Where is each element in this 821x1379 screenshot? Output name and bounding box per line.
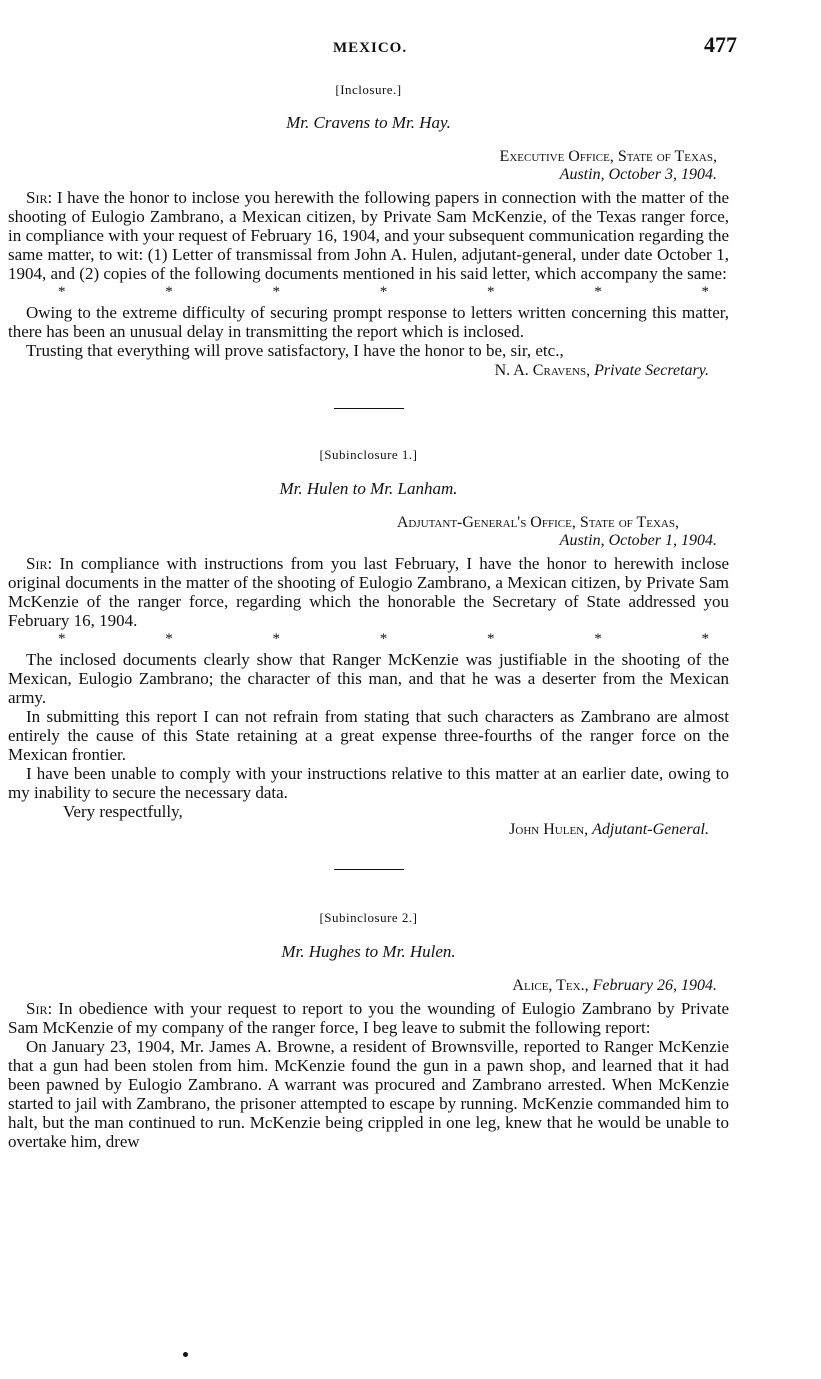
- subenclosure1-date: Austin, October 1, 1904.: [559, 532, 717, 549]
- subenclosure2-dateline: Alice, Tex., February 26, 1904.: [512, 977, 717, 994]
- enclosure-signature: N. A. Cravens, Private Secretary.: [494, 362, 709, 379]
- subenclosure1-label: [Subinclosure 1.]: [319, 447, 418, 462]
- subenclosure1-office: Adjutant-General's Office, State of Texas,: [396, 514, 679, 531]
- running-title: MEXICO.: [333, 40, 408, 56]
- subenclosure1-paragraph: The inclosed documents clearly show that Ranger McKenzie was justifiable in the shooting of the Mexican, Eulogio Zambrano; the character of this man, and that he was a deserter from the Mexican army.: [8, 650, 729, 707]
- subenclosure2-paragraph: Sir: In obedience with your request to report to you the wounding of Eulogio Zambrano by Private Sam McKenzie of my company of the ranger force, I beg leave to submit the following report:: [8, 999, 729, 1037]
- subenclosure1-closing: Very respectfully,: [63, 802, 183, 821]
- subenclosure1-paragraph: In submitting this report I can not refrain from stating that such characters as Zambrano are almost entirely the cause of this State retaining at a great expense three-fourths of the ranger force on the Mexican frontier.: [8, 707, 729, 764]
- subenclosure1-title: Mr. Hulen to Mr. Lanham.: [279, 479, 458, 498]
- subenclosure2-label: [Subinclosure 2.]: [319, 910, 418, 925]
- enclosure-office: Executive Office, State of Texas,: [499, 148, 717, 165]
- enclosure-paragraph: Sir: I have the honor to inclose you herewith the following papers in connection with the matter of the shooting of Eulogio Zambrano, a Mexican citizen, by Private Sam McKenzie, of the Texas ranger force, in compliance with your request of February 16, 1904, and your subsequent communication regarding the same matter, to wit: (1) Letter of transmissal from John A. Hulen, adjutant-general, under date October 1, 1904, and (2) copies of the following documents mentioned in his said letter, which accompany the same:: [8, 188, 729, 283]
- stray-ink-dot: [183, 1352, 188, 1357]
- section-divider: [334, 408, 404, 409]
- salutation: Sir:: [26, 188, 53, 207]
- enclosure-title: Mr. Cravens to Mr. Hay.: [286, 113, 451, 132]
- page-header: [8, 30, 737, 60]
- enclosure-paragraph: Owing to the extreme difficulty of securing prompt response to letters written concerning this matter, there has been an unusual delay in transmitting the report which is inclosed.: [8, 303, 729, 341]
- subenclosure1-signature: John Hulen, Adjutant-General.: [509, 821, 709, 838]
- subenclosure1-paragraph: Sir: In compliance with instructions from you last February, I have the honor to herewith inclose original documents in the matter of the shooting of Eulogio Zambrano, a Mexican citizen, by Private Sam McKenzie of the ranger force, regarding which the honorable the Secretary of State addressed you February 16, 1904.: [8, 554, 729, 630]
- ellipsis-stars: * * * * * * *: [58, 631, 709, 647]
- subenclosure2-title: Mr. Hughes to Mr. Hulen.: [281, 942, 456, 961]
- subenclosure1-paragraph: I have been unable to comply with your instructions relative to this matter at an earlier date, owing to my inability to secure the necessary data.: [8, 764, 729, 802]
- enclosure-label: [Inclosure.]: [335, 82, 402, 97]
- enclosure-paragraph: Trusting that everything will prove satisfactory, I have the honor to be, sir, etc.,: [26, 341, 564, 360]
- document-page: [8, 30, 737, 1151]
- section-divider: [334, 869, 404, 870]
- page-number: 477: [704, 32, 737, 57]
- enclosure-date: Austin, October 3, 1904.: [559, 166, 717, 183]
- ellipsis-stars: * * * * * * *: [58, 284, 709, 300]
- subenclosure2-paragraph: On January 23, 1904, Mr. James A. Browne, a resident of Brownsville, reported to Ranger McKenzie that a gun had been stolen from him. McKenzie found the gun in a pawn shop, and learned that it had been pawned by Eulogio Zambrano. A warrant was procured and Zambrano arrested. When McKenzie started to jail with Zambrano, the prisoner attempted to escape by running. McKenzie commanded him to halt, but the man continued to run. McKenzie being crippled in one leg, knew that he would be unable to overtake him, drew: [8, 1037, 729, 1151]
